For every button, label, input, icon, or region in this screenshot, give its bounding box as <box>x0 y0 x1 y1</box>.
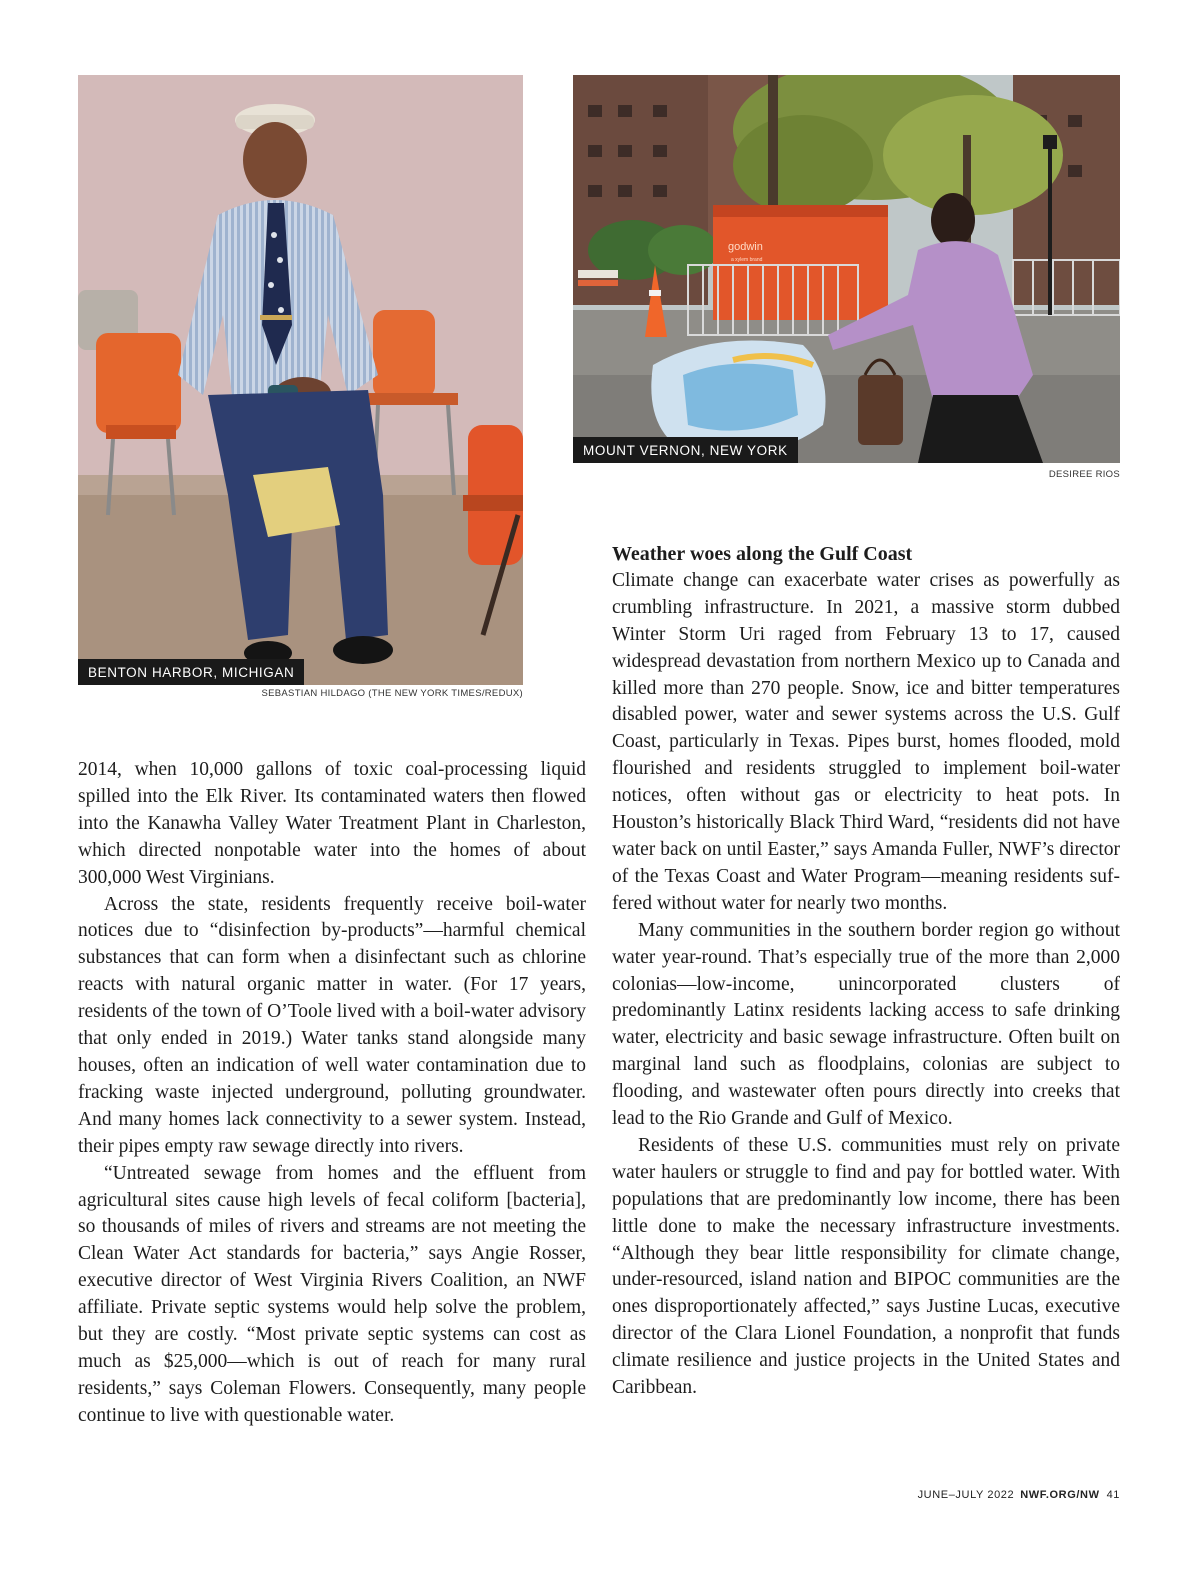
photo-location-label: BENTON HARBOR, MICHIGAN <box>78 659 304 685</box>
photo-credit-left: SEBASTIAN HILDAGO (THE NEW YORK TIMES/REDUX) <box>261 688 523 699</box>
generator-logo-text: godwin <box>728 241 763 253</box>
article-column-right <box>612 541 1120 1402</box>
page-number: 41 <box>1106 1489 1120 1501</box>
photo-credit-right: DESIREE RIOS <box>1048 469 1120 480</box>
body-paragraph: Many communities in the southern border region go without water year-round. That’s especially true of the more than 2,000 colonias—low-income, unincorporated clusters of predominantly Latinx residents lacking access to safe drinking water, electricity and basic sewage infrastructure. Often built on marginal land such as floodplains, colonias are subject to flooding, and wastewater often pours directly into creeks that lead to the Rio Grande and Gulf of Mexico. <box>612 919 1120 1130</box>
photo-benton-harbor <box>78 75 523 685</box>
photo-location-label: MOUNT VERNON, NEW YORK <box>573 437 798 463</box>
photo-mount-vernon <box>573 75 1120 463</box>
body-paragraph: 2014, when 10,000 gallons of toxic coal-processing liquid spilled into the Elk River. Its contaminated waters then flowed into the Kanawha Valley Water Treatment Plant in Charleston, which directed nonpotable water into the homes of about 300,000 West Virginians. <box>78 759 586 888</box>
body-paragraph: “Untreated sewage from homes and the effluent from agricultural sites cause high levels of fecal coliform [bacteria], so thousands of miles of rivers and streams are not meeting the Clean Water Act standards for bacteria,” says Angie Rosser, executive director of West Virginia Rivers Coalition, an NWF affiliate. Private septic systems would help solve the problem, but they are costly. “Most private septic systems can cost as much as $25,000—which is out of reach for many rural residents,” says Coleman Flowers. Consequently, many people continue to live with questionable water. <box>78 1162 586 1426</box>
body-paragraph: Across the state, residents frequently receive boil-water notices due to “disinfection by-products”—harmful chemical substances that can form when a disinfectant such as chlorine reacts with natural organic matter in water. (For 17 years, residents of the town of O’Toole lived with a boil-water advisory that only ended in 2019.) Water tanks stand alongside many houses, often an indication of well water contamination due to fracking waste injected underground, polluting groundwater. And many homes lack connectivity to a sewer system. Instead, their pipes empty raw sewage directly into rivers. <box>78 893 586 1157</box>
article-column-left <box>78 757 586 1430</box>
issue-date: JUNE–JULY 2022 <box>917 1489 1015 1501</box>
photo-water-distribution-illustration <box>573 75 1120 463</box>
generator-sub-text: a xylem brand <box>731 257 763 263</box>
body-paragraph: Residents of these U.S. communities must rely on private water haulers or struggle to find and pay for bottled water. With populations that are predominantly low income, there has been little done to make the necessary infrastructure investments. “Although they bear little responsibility for climate change, under-resourced, island nation and BIPOC communities are the ones disproportionately affected,” says Justine Lucas, executive director of the Clara Lionel Foundation, a nonprofit that funds climate resilience and justice projects in the United States and Caribbean. <box>612 1134 1120 1399</box>
body-paragraph: Climate change can exacerbate water crises as powerfully as crumbling infrastructure. In 2021, a massive storm dubbed Winter Storm Uri raged from February 13 to 17, caused widespread devastation from northern Mexico up to Canada and killed more than 270 people. Snow, ice and bitter temperatures disabled power, water and sewer systems across the U.S. Gulf Coast, particularly in Texas. Pipes burst, homes flooded, mold flourished and residents struggled to implement boil-water notices, often without gas or electricity to heat pots. In Houston’s historically Black Third Ward, “residents did not have water back on until Easter,” says Amanda Fuller, NWF’s director of the Texas Coast and Water Program—meaning residents suffered without water for nearly two months. <box>612 569 1120 914</box>
section-heading: Weather woes along the Gulf Coast <box>612 543 913 565</box>
site-url: NWF.ORG/NW <box>1020 1489 1100 1501</box>
page-folio <box>918 1489 1120 1501</box>
photo-man-seated-illustration <box>78 75 523 685</box>
